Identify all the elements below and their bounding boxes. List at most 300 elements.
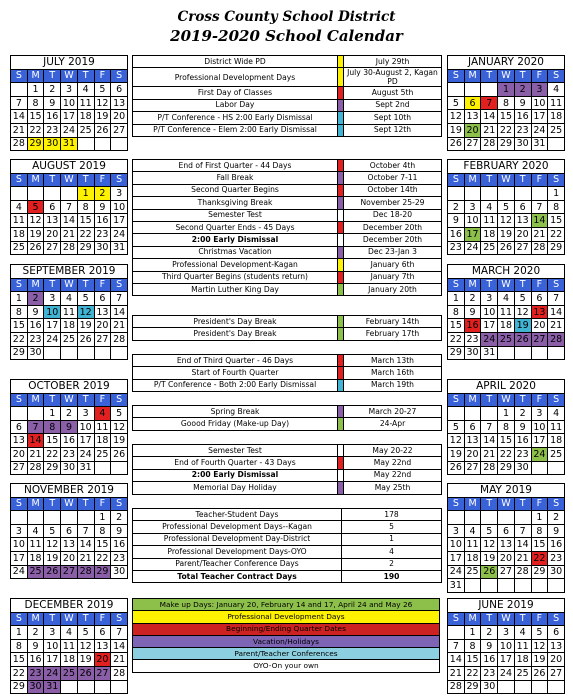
calendar-day: 2: [61, 407, 78, 421]
summary-row: [133, 533, 442, 545]
calendar-jul: [10, 55, 128, 151]
calendar-day: 1: [77, 187, 94, 201]
event-date: February 14th: [344, 316, 442, 328]
legend-item: Beginning/Ending Quarter Dates: [133, 623, 440, 635]
calendar-day: 19: [27, 227, 44, 241]
calendar-week: [448, 187, 565, 201]
event-date: Dec 18-20: [344, 209, 442, 221]
event-name: Fall Break: [133, 172, 338, 184]
day-header: T: [77, 393, 94, 407]
calendar-day: 24: [448, 565, 465, 579]
calendar-feb: [447, 159, 565, 255]
calendar-day: 3: [77, 407, 94, 421]
calendar-day: 3: [531, 83, 548, 97]
calendar-day: 1: [531, 511, 548, 525]
calendar-day: 13: [464, 434, 481, 448]
day-header: T: [44, 69, 61, 83]
calendar-day: 12: [111, 420, 128, 434]
calendar-may: [447, 483, 565, 593]
event-name: Spring Break: [133, 406, 338, 418]
calendar-week: [448, 96, 565, 110]
calendar-day: 1: [11, 292, 28, 306]
event-date: January 6th: [344, 259, 442, 271]
calendar-day: [77, 346, 94, 360]
calendar-day: [94, 137, 111, 151]
calendar-day: [11, 83, 28, 97]
calendar-day: 23: [514, 447, 531, 461]
summary-label: Professional Development Day-District: [133, 533, 342, 545]
calendar-day: 19: [498, 227, 515, 241]
calendar-day: 22: [77, 227, 94, 241]
event-name: Goood Friday (Make-up Day): [133, 418, 338, 430]
calendar-day: 25: [77, 123, 94, 137]
calendar-day: 14: [77, 538, 94, 552]
calendar-day: 18: [481, 227, 498, 241]
calendar-day: 26: [481, 565, 498, 579]
calendar-day: 1: [498, 83, 515, 97]
calendar-day: 27: [548, 666, 565, 680]
calendar-week: [11, 434, 128, 448]
day-header: W: [61, 497, 78, 511]
day-header: M: [464, 173, 481, 187]
calendar-day: 17: [464, 227, 481, 241]
summary-row: [133, 509, 442, 521]
event-block-ev6: [132, 444, 442, 495]
day-header: S: [448, 612, 465, 626]
day-header: W: [498, 69, 515, 83]
calendar-day: 2: [548, 511, 565, 525]
calendar-day: 9: [548, 524, 565, 538]
calendar-day: 30: [61, 461, 78, 475]
calendar-day: [548, 346, 565, 360]
day-header: F: [94, 173, 111, 187]
event-name: End of First Quarter - 44 Days: [133, 160, 338, 172]
calendar-day: [11, 511, 28, 525]
calendar-day: 13: [44, 214, 61, 228]
calendar-day: 11: [77, 96, 94, 110]
event-name: Third Quarter Begins (students return): [133, 271, 338, 283]
day-header: M: [464, 278, 481, 292]
calendar-day: [448, 407, 465, 421]
district-title: Cross County School District: [177, 9, 396, 25]
calendar-day: 21: [61, 227, 78, 241]
calendar-day: 3: [61, 83, 78, 97]
calendar-week: [11, 565, 128, 579]
calendar-day: 15: [548, 214, 565, 228]
event-row: [133, 234, 442, 246]
calendar-day: 1: [44, 407, 61, 421]
calendar-day: [44, 346, 61, 360]
event-row: [133, 56, 442, 68]
calendar-day: 13: [531, 305, 548, 319]
calendar-day: [481, 579, 498, 593]
calendar-day: 16: [94, 214, 111, 228]
calendar-day: 25: [464, 565, 481, 579]
legend-item: Professional Development Days: [133, 611, 440, 623]
calendar-week: [11, 524, 128, 538]
calendar-week: [448, 639, 565, 653]
calendar-day: 1: [94, 511, 111, 525]
calendar-day: 14: [111, 639, 128, 653]
calendar-day: 27: [531, 332, 548, 346]
day-header: W: [498, 612, 515, 626]
calendar-day: 30: [27, 680, 44, 694]
calendar-day: 30: [481, 680, 498, 694]
calendar-day: 19: [448, 447, 465, 461]
calendar-day: 17: [531, 434, 548, 448]
calendar-day: 7: [77, 524, 94, 538]
calendar-day: 22: [498, 447, 515, 461]
event-block-ev4: [132, 354, 442, 392]
event-block-ev2: [132, 159, 442, 296]
day-header: T: [44, 278, 61, 292]
day-header: T: [44, 612, 61, 626]
calendar-day: 6: [498, 524, 515, 538]
calendar-day: 8: [498, 96, 515, 110]
calendar-day: 11: [61, 305, 78, 319]
calendar-day: 25: [27, 565, 44, 579]
event-row: [133, 367, 442, 379]
calendar-day: [531, 461, 548, 475]
calendar-day: [27, 407, 44, 421]
calendar-week: [448, 420, 565, 434]
calendar-day: 6: [61, 524, 78, 538]
calendar-day: 10: [498, 639, 515, 653]
calendar-day: 12: [514, 305, 531, 319]
event-row: [133, 283, 442, 295]
calendar-day: 5: [27, 200, 44, 214]
calendar-day: [548, 680, 565, 694]
calendar-day: 20: [548, 653, 565, 667]
month-title: SEPTEMBER 2019: [11, 265, 128, 279]
event-date: Sept 12th: [344, 124, 442, 136]
calendar-day: 2: [464, 292, 481, 306]
day-header: T: [481, 497, 498, 511]
calendar-day: 10: [44, 305, 61, 319]
calendar-day: [44, 511, 61, 525]
day-header: F: [531, 393, 548, 407]
calendar-day: 15: [27, 110, 44, 124]
summary-row: [133, 521, 442, 533]
event-date: Sept 2nd: [344, 99, 442, 111]
day-header: W: [498, 173, 515, 187]
event-date: July 30-August 2, Kagan PD: [344, 68, 442, 87]
day-header: S: [111, 173, 128, 187]
calendar-day: 15: [11, 319, 28, 333]
calendar-day: 22: [548, 227, 565, 241]
calendar-day: 10: [61, 96, 78, 110]
day-header: T: [481, 278, 498, 292]
day-header: M: [464, 69, 481, 83]
day-header: F: [531, 278, 548, 292]
calendar-week: [448, 680, 565, 694]
calendar-day: 8: [548, 200, 565, 214]
calendar-day: 27: [498, 565, 515, 579]
calendar-week: [448, 305, 565, 319]
calendar-day: [464, 187, 481, 201]
event-name: P/T Conference - HS 2:00 Early Dismissal: [133, 112, 338, 124]
calendar-day: 11: [94, 420, 111, 434]
calendar-day: 12: [44, 538, 61, 552]
calendar-week: [11, 666, 128, 680]
calendar-day: 14: [11, 110, 28, 124]
day-header: F: [531, 69, 548, 83]
calendar-day: 16: [548, 538, 565, 552]
event-name: Semester Test: [133, 209, 338, 221]
calendar-day: 27: [94, 332, 111, 346]
calendar-day: [94, 680, 111, 694]
calendar-day: 22: [44, 447, 61, 461]
day-header: M: [27, 612, 44, 626]
calendar-week: [11, 83, 128, 97]
calendar-day: 15: [77, 214, 94, 228]
calendar-week: [11, 214, 128, 228]
day-header: S: [11, 612, 28, 626]
event-row: [133, 316, 442, 328]
day-header: T: [77, 69, 94, 83]
calendar-day: 26: [111, 447, 128, 461]
calendar-day: 20: [94, 319, 111, 333]
calendar-day: 5: [44, 524, 61, 538]
calendar-day: [514, 187, 531, 201]
calendar-day: [498, 579, 515, 593]
summary-value: 2: [342, 558, 442, 570]
calendar-day: 7: [548, 292, 565, 306]
calendar-day: 10: [531, 96, 548, 110]
calendar-day: 16: [27, 319, 44, 333]
calendar-day: 4: [11, 200, 28, 214]
calendar-day: 11: [548, 420, 565, 434]
event-name: Thanksgiving Break: [133, 197, 338, 209]
calendar-nov: [10, 483, 128, 579]
calendar-day: 6: [11, 420, 28, 434]
day-header: T: [514, 612, 531, 626]
calendar-day: 3: [44, 292, 61, 306]
calendar-day: 23: [448, 241, 465, 255]
calendar-day: 2: [27, 626, 44, 640]
event-row: [133, 124, 442, 136]
calendar-day: 24: [531, 123, 548, 137]
event-row: [133, 457, 442, 469]
calendar-day: [111, 680, 128, 694]
calendar-day: [481, 83, 498, 97]
calendar-day: 15: [498, 434, 515, 448]
day-header: T: [77, 612, 94, 626]
calendar-day: 7: [481, 420, 498, 434]
calendar-day: [94, 461, 111, 475]
calendar-week: [448, 626, 565, 640]
calendar-day: 24: [498, 666, 515, 680]
calendar-day: 2: [481, 626, 498, 640]
calendar-day: 7: [448, 639, 465, 653]
calendar-day: 19: [481, 551, 498, 565]
month-title: MARCH 2020: [448, 265, 565, 279]
event-name: Second Quarter Ends - 45 Days: [133, 221, 338, 233]
calendar-day: 5: [94, 83, 111, 97]
calendar-day: 26: [448, 137, 465, 151]
calendar-day: 2: [27, 292, 44, 306]
calendar-day: 30: [464, 346, 481, 360]
calendar-day: 25: [498, 332, 515, 346]
calendar-day: [548, 461, 565, 475]
day-header: F: [531, 612, 548, 626]
calendar-day: 12: [77, 639, 94, 653]
calendar-day: 4: [514, 626, 531, 640]
calendar-week: [11, 332, 128, 346]
calendar-day: 9: [514, 420, 531, 434]
event-row: [133, 469, 442, 481]
calendar-day: 20: [464, 123, 481, 137]
event-row: [133, 328, 442, 340]
calendar-day: 25: [61, 332, 78, 346]
calendar-day: 21: [11, 123, 28, 137]
event-name: Professional Development Days: [133, 68, 338, 87]
calendar-day: 15: [464, 653, 481, 667]
calendar-day: 24: [464, 241, 481, 255]
calendar-day: 29: [11, 680, 28, 694]
calendar-day: 12: [77, 305, 94, 319]
event-date: December 20th: [344, 221, 442, 233]
calendar-day: [464, 83, 481, 97]
calendar-day: 24: [481, 332, 498, 346]
calendar-day: [77, 137, 94, 151]
day-header: T: [481, 173, 498, 187]
calendar-day: 8: [44, 420, 61, 434]
event-row: [133, 355, 442, 367]
calendar-day: 8: [11, 639, 28, 653]
calendar-week: [448, 227, 565, 241]
calendar-day: 10: [44, 639, 61, 653]
calendar-day: 3: [44, 626, 61, 640]
calendar-day: 4: [548, 83, 565, 97]
calendar-day: 9: [111, 524, 128, 538]
calendar-day: 9: [94, 200, 111, 214]
calendar-day: 13: [94, 305, 111, 319]
event-name: Second Quarter Begins: [133, 184, 338, 196]
calendar-day: 23: [27, 666, 44, 680]
calendar-day: [498, 680, 515, 694]
calendar-week: [11, 319, 128, 333]
event-name: First Day of Classes: [133, 87, 338, 99]
summary-label: Professional Development Days-OYO: [133, 546, 342, 558]
calendar-week: [448, 83, 565, 97]
event-row: [133, 221, 442, 233]
calendar-week: [11, 96, 128, 110]
event-date: October 4th: [344, 160, 442, 172]
summary-label: Parent/Teacher Conference Days: [133, 558, 342, 570]
calendar-day: [61, 680, 78, 694]
day-header: T: [77, 497, 94, 511]
legend-row: [133, 635, 440, 647]
calendar-day: 14: [481, 434, 498, 448]
calendar-day: 28: [11, 137, 28, 151]
calendar-day: 28: [448, 680, 465, 694]
day-header: S: [448, 393, 465, 407]
calendar-day: 20: [61, 551, 78, 565]
calendar-day: 8: [464, 639, 481, 653]
calendar-day: 20: [44, 227, 61, 241]
event-row: [133, 259, 442, 271]
event-row: [133, 197, 442, 209]
event-date: March 13th: [344, 355, 442, 367]
event-row: [133, 418, 442, 430]
calendar-week: [448, 407, 565, 421]
calendar-day: 17: [61, 110, 78, 124]
calendar-day: 9: [27, 639, 44, 653]
calendar-day: 31: [77, 461, 94, 475]
event-name: Semester Test: [133, 445, 338, 457]
calendar-day: 18: [61, 319, 78, 333]
calendar-day: 23: [94, 227, 111, 241]
summary-row: [133, 546, 442, 558]
legend-item: OYO-On your own: [133, 660, 440, 672]
calendar-day: 21: [111, 319, 128, 333]
summary-label: Total Teacher Contract Days: [133, 570, 342, 582]
calendar-day: 30: [514, 461, 531, 475]
day-header: F: [531, 497, 548, 511]
calendar-day: 22: [11, 332, 28, 346]
calendar-day: [498, 511, 515, 525]
calendar-day: 23: [61, 447, 78, 461]
calendar-day: [111, 346, 128, 360]
calendar-day: 24: [77, 447, 94, 461]
calendar-day: 28: [61, 241, 78, 255]
event-row: [133, 209, 442, 221]
calendar-day: 12: [27, 214, 44, 228]
calendar-day: 3: [498, 626, 515, 640]
calendar-day: 29: [548, 241, 565, 255]
calendar-day: 14: [548, 305, 565, 319]
calendar-day: 10: [481, 305, 498, 319]
calendar-day: 31: [481, 346, 498, 360]
calendar-day: 20: [94, 653, 111, 667]
legend-row: [133, 623, 440, 635]
calendar-day: 17: [481, 319, 498, 333]
calendar-week: [11, 680, 128, 694]
calendar-day: 18: [548, 110, 565, 124]
calendar-day: 7: [531, 200, 548, 214]
calendar-day: 25: [548, 447, 565, 461]
calendar-day: 7: [514, 524, 531, 538]
calendar-day: 2: [94, 187, 111, 201]
event-name: P/T Conference - Both 2:00 Early Dismissal: [133, 379, 338, 391]
calendar-day: [514, 680, 531, 694]
calendar-day: 27: [464, 461, 481, 475]
event-row: [133, 172, 442, 184]
event-row: [133, 184, 442, 196]
calendar-day: 8: [94, 524, 111, 538]
calendar-day: 30: [94, 241, 111, 255]
calendar-day: 20: [514, 227, 531, 241]
calendar-day: 24: [61, 123, 78, 137]
calendar-apr: [447, 379, 565, 475]
calendar-day: [481, 407, 498, 421]
calendar-day: 18: [77, 110, 94, 124]
calendar-day: 22: [464, 666, 481, 680]
calendar-day: 24: [44, 332, 61, 346]
calendar-day: 1: [11, 626, 28, 640]
calendar-day: 29: [27, 137, 44, 151]
calendar-week: [11, 200, 128, 214]
calendar-week: [448, 653, 565, 667]
event-block-ev1: [132, 55, 442, 137]
calendar-week: [11, 241, 128, 255]
calendar-day: 9: [27, 305, 44, 319]
calendar-day: 29: [94, 565, 111, 579]
calendar-day: 28: [481, 137, 498, 151]
calendar-day: 30: [27, 346, 44, 360]
calendar-day: 13: [514, 214, 531, 228]
